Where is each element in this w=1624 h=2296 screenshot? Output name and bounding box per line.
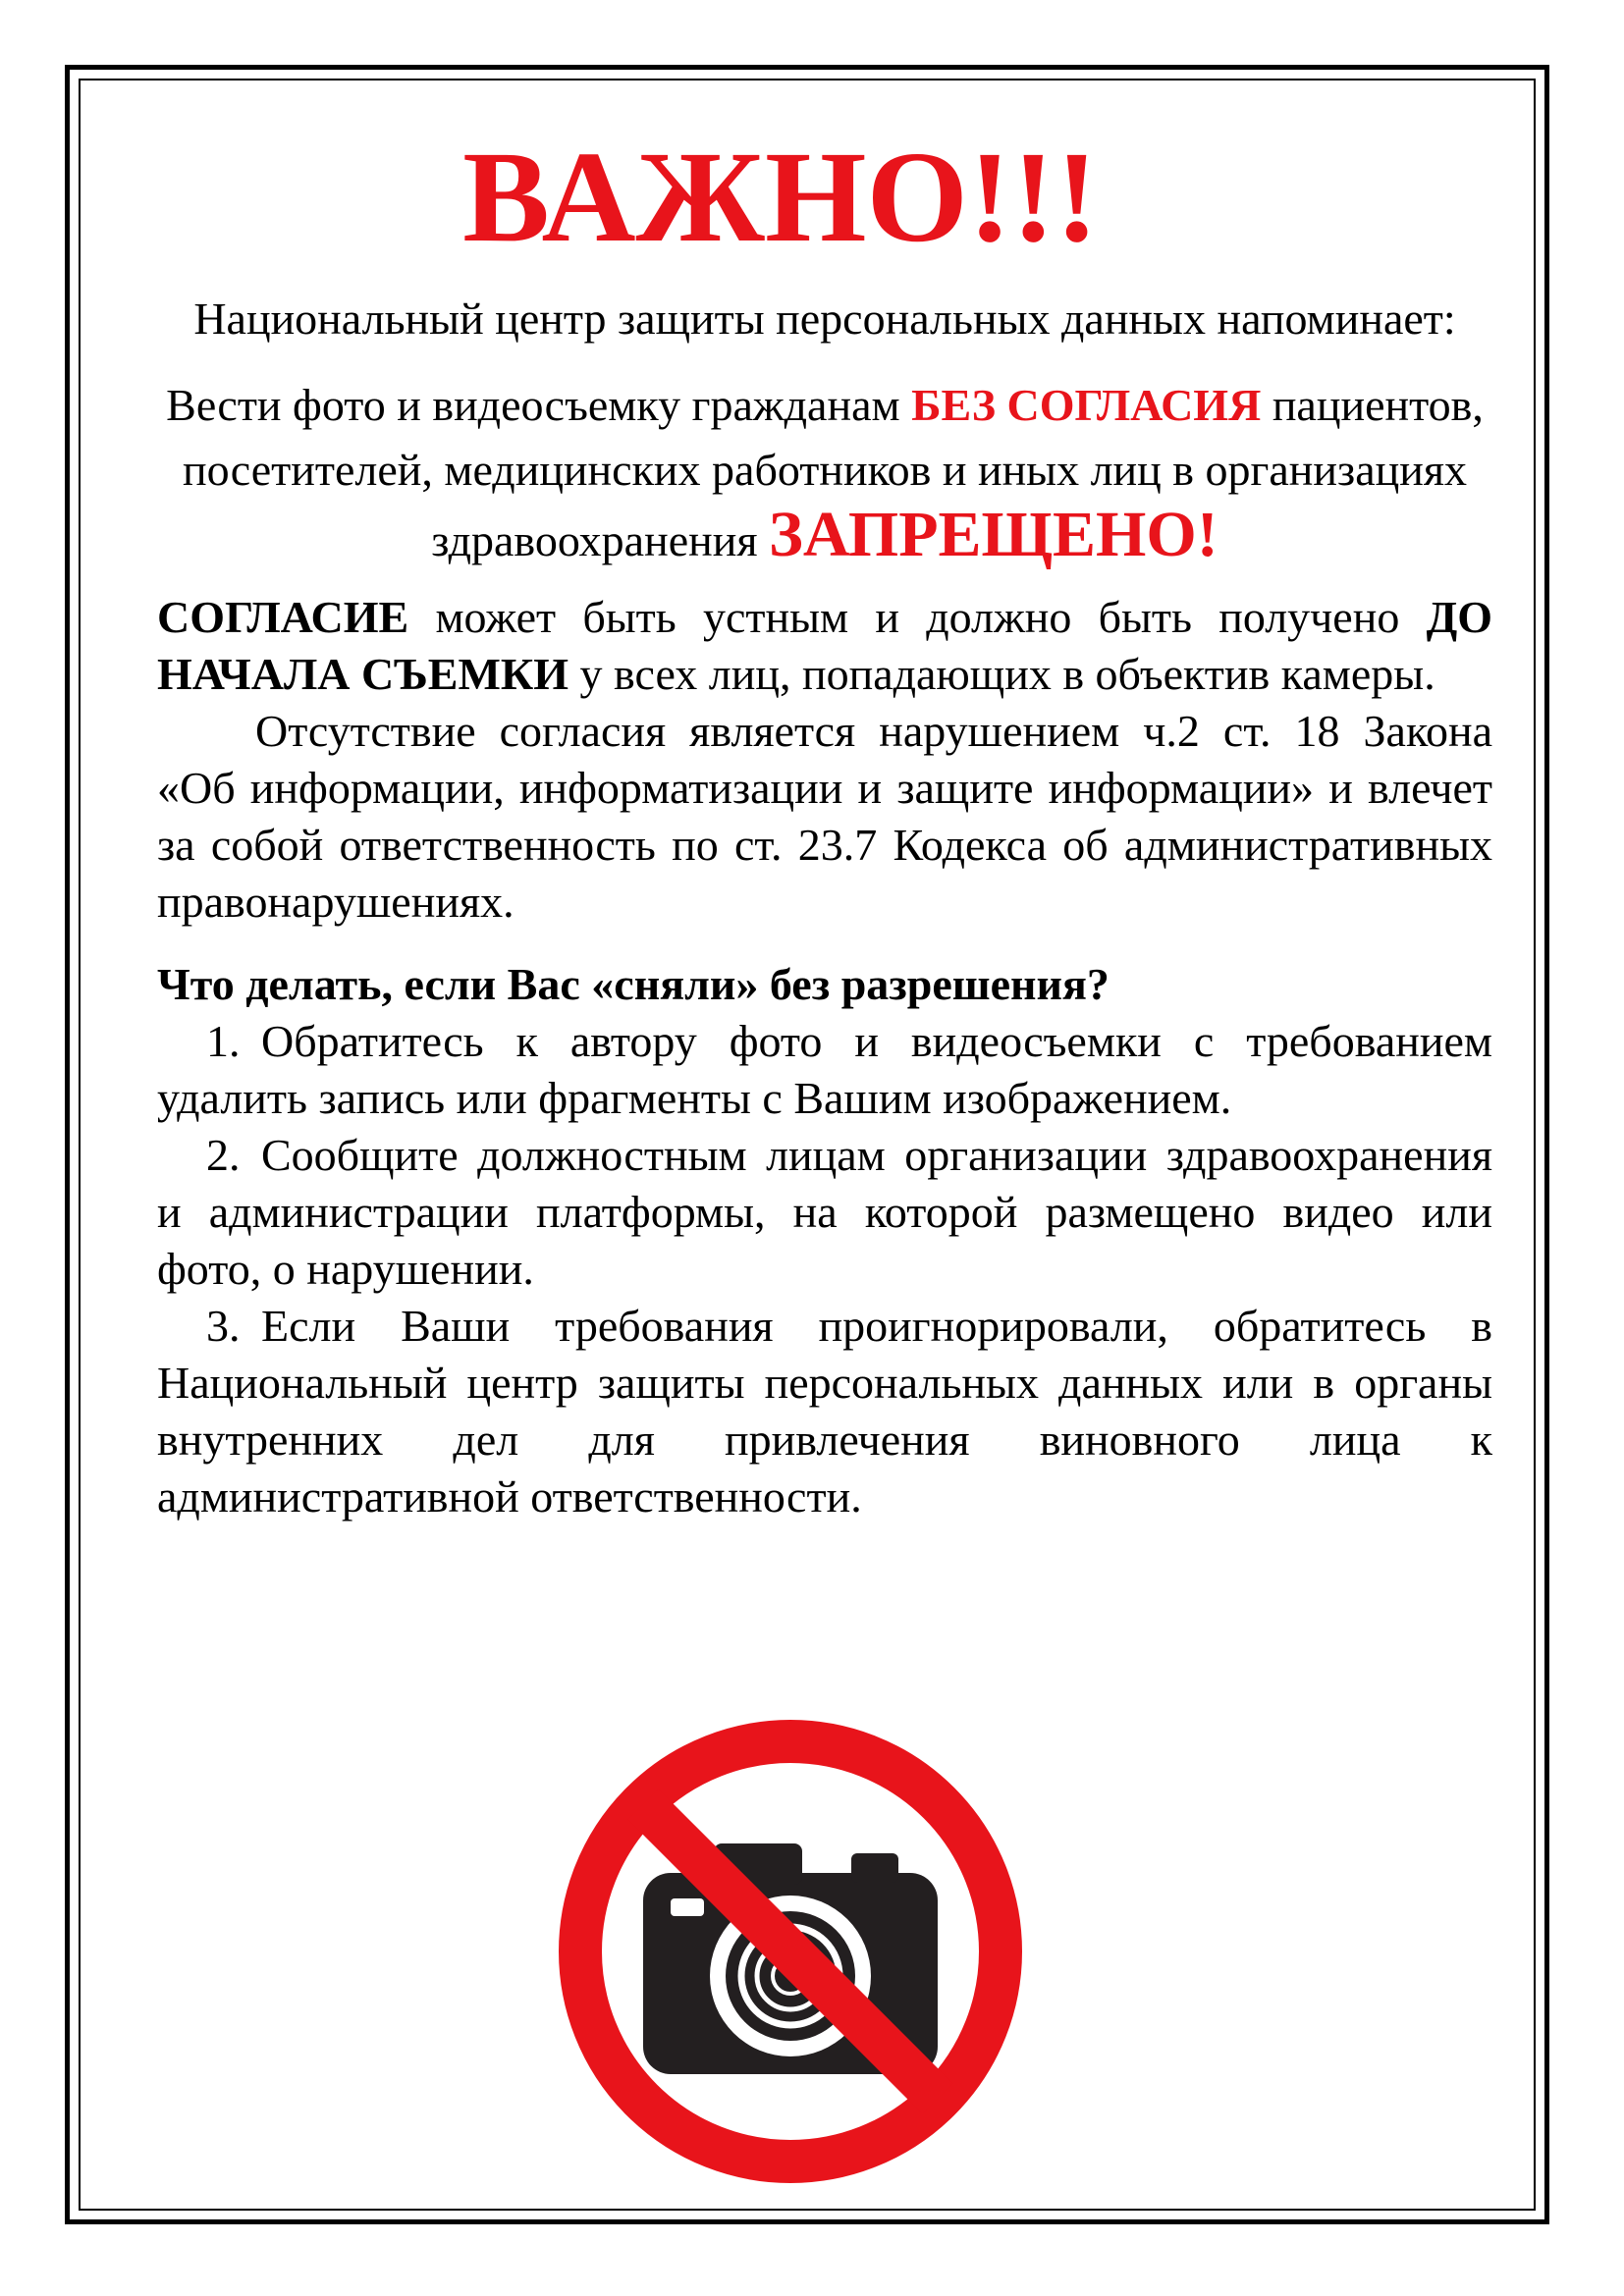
warning-part-3: пациентов, посетителей, медицинских работников и иных лиц в организациях здравоохранения bbox=[182, 380, 1484, 565]
list-item bbox=[157, 1013, 1492, 1127]
prohibited-emphasis: ЗАПРЕЩЕНО! bbox=[769, 499, 1218, 570]
step-number: 2. bbox=[206, 1130, 241, 1180]
consent-emphasis: СОГЛАСИЕ bbox=[157, 592, 409, 642]
step-text: Обратитесь к автору фото и видеосъемки с требованием удалить запись или фрагменты с Вашим изображением. bbox=[157, 1016, 1492, 1123]
no-camera-icon bbox=[545, 1706, 1036, 2197]
notice-content bbox=[157, 118, 1492, 1525]
warning-part-1: Вести фото и видеосъемку гражданам bbox=[166, 380, 912, 430]
list-item bbox=[157, 1298, 1492, 1525]
headline: ВАЖНО!!! bbox=[462, 124, 1099, 269]
without-consent-emphasis: БЕЗ СОГЛАСИЯ bbox=[911, 380, 1262, 430]
consent-part-4: у всех лиц, попадающих в объектив камеры. bbox=[568, 649, 1435, 699]
before-filming-emphasis: ДО НАЧАЛА СЪЕМКИ bbox=[157, 592, 1492, 699]
consent-part-2: может быть устным и должно быть получено bbox=[408, 592, 1427, 642]
step-number: 3. bbox=[206, 1301, 241, 1351]
question-heading: Что делать, если Вас «сняли» без разрешения? bbox=[157, 959, 1110, 1009]
steps-list bbox=[157, 1013, 1492, 1525]
warning-text bbox=[157, 373, 1492, 573]
consent-paragraph bbox=[157, 589, 1492, 703]
step-text: Сообщите должностным лицам организации здравоохранения и администрации платформы, на которой размещено видео или фото, о нарушении. bbox=[157, 1130, 1492, 1294]
absence-paragraph: Отсутствие согласия является нарушением ч.2 ст. 18 Закона «Об информации, информатизации и защите информации» и влечет за собой ответственность по ст. 23.7 Кодекса об административных правонарушениях. bbox=[157, 706, 1492, 927]
step-text: Если Ваши требования проигнорировали, обратитесь в Национальный центр защиты персональных данных или в органы внутренних дел для привлечения виновного лица к административной ответственности. bbox=[157, 1301, 1492, 1522]
intro-text: Национальный центр защиты персональных данных напоминает: bbox=[193, 294, 1456, 344]
list-item bbox=[157, 1127, 1492, 1298]
step-number: 1. bbox=[206, 1016, 241, 1066]
